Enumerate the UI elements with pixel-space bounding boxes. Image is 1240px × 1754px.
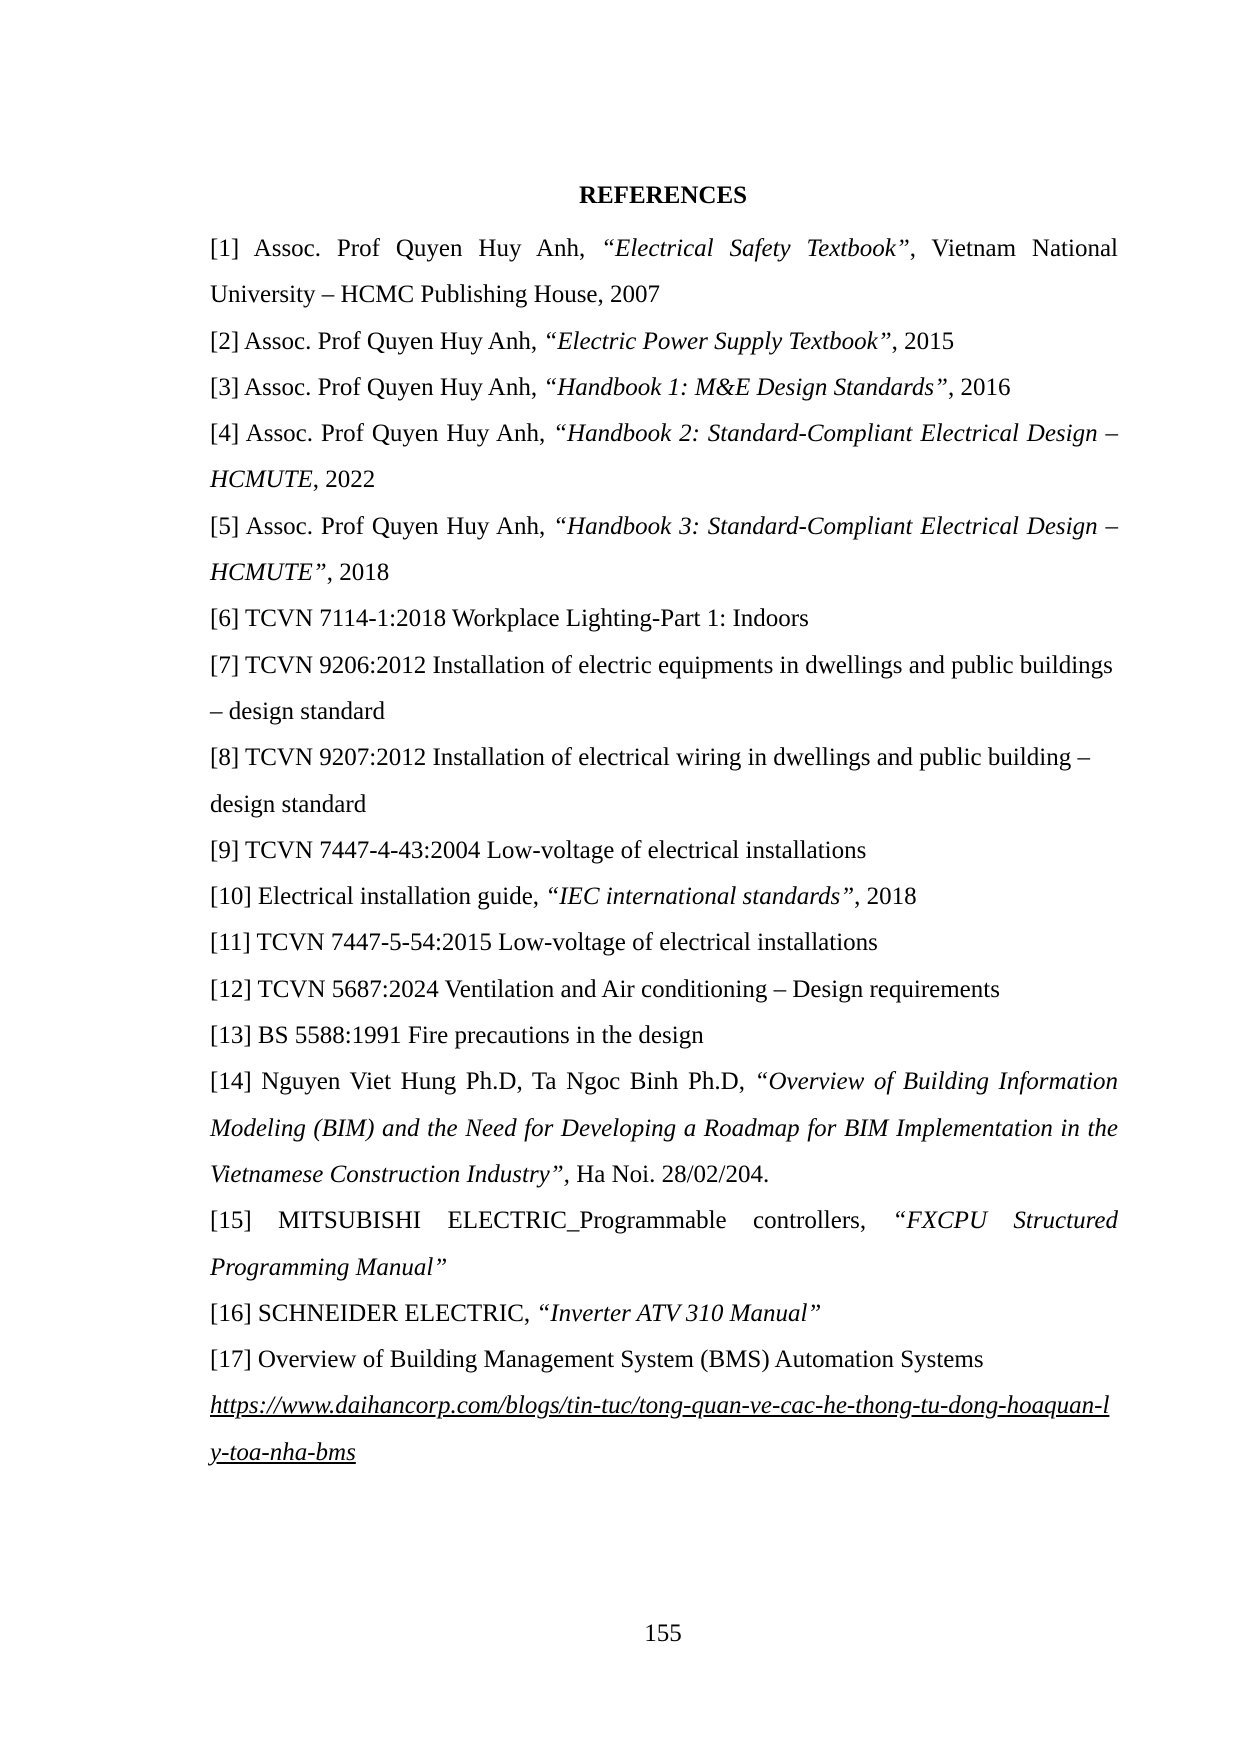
reference-17-link[interactable]: https://www.daihancorp.com/blogs/tin-tuc/tong-quan-ve-cac-he-thong-tu-dong-hoaquan-ly-toa-nha-bms xyxy=(210,1392,1110,1466)
reference-1: [1] Assoc. Prof Quyen Huy Anh, “Electrical Safety Textbook”, Vietnam National University – HCMC Publishing House, 2007 xyxy=(210,235,1118,309)
reference-6: [6] TCVN 7114-1:2018 Workplace Lighting-Part 1: Indoors xyxy=(210,605,809,633)
reference-11: [11] TCVN 7447-5-54:2015 Low-voltage of electrical installations xyxy=(210,929,878,957)
reference-3: [3] Assoc. Prof Quyen Huy Anh, “Handbook 1: M&E Design Standards”, 2016 xyxy=(210,373,1011,401)
reference-9: [9] TCVN 7447-4-43:2004 Low-voltage of electrical installations xyxy=(210,836,867,864)
reference-12: [12] TCVN 5687:2024 Ventilation and Air conditioning – Design requirements xyxy=(210,975,1000,1003)
reference-list xyxy=(210,226,1118,1476)
reference-8: [8] TCVN 9207:2012 Installation of electrical wiring in dwellings and public building – design standard xyxy=(210,744,1090,818)
reference-13: [13] BS 5588:1991 Fire precautions in the design xyxy=(210,1022,704,1050)
reference-14: [14] Nguyen Viet Hung Ph.D, Ta Ngoc Binh Ph.D, “Overview of Building Information Modeling (BIM) and the Need for Developing a Roadmap for BIM Implementation in the Vietnamese Construction Industry”, Ha Noi. 28/02/204. xyxy=(210,1068,1118,1188)
reference-7: [7] TCVN 9206:2012 Installation of electric equipments in dwellings and public buildings – design standard xyxy=(210,651,1113,725)
reference-15: [15] MITSUBISHI ELECTRIC_Programmable controllers, “FXCPU Structured Programming Manual” xyxy=(210,1207,1118,1281)
reference-16: [16] SCHNEIDER ELECTRIC, “Inverter ATV 310 Manual” xyxy=(210,1299,822,1327)
reference-2: [2] Assoc. Prof Quyen Huy Anh, “Electric Power Supply Textbook”, 2015 xyxy=(210,327,955,355)
page-number: 155 xyxy=(644,1620,682,1647)
page-title: REFERENCES xyxy=(578,182,748,209)
reference-4: [4] Assoc. Prof Quyen Huy Anh, “Handbook 2: Standard-Compliant Electrical Design – HCMUTE, 2022 xyxy=(210,420,1118,494)
reference-5: [5] Assoc. Prof Quyen Huy Anh, “Handbook 3: Standard-Compliant Electrical Design – HCMUTE”, 2018 xyxy=(210,512,1118,587)
reference-10: [10] Electrical installation guide, “IEC international standards”, 2018 xyxy=(210,883,917,911)
reference-17: [17] Overview of Building Management System (BMS) Automation Systems xyxy=(210,1346,984,1374)
reference-17-link-line xyxy=(210,1383,1118,1476)
